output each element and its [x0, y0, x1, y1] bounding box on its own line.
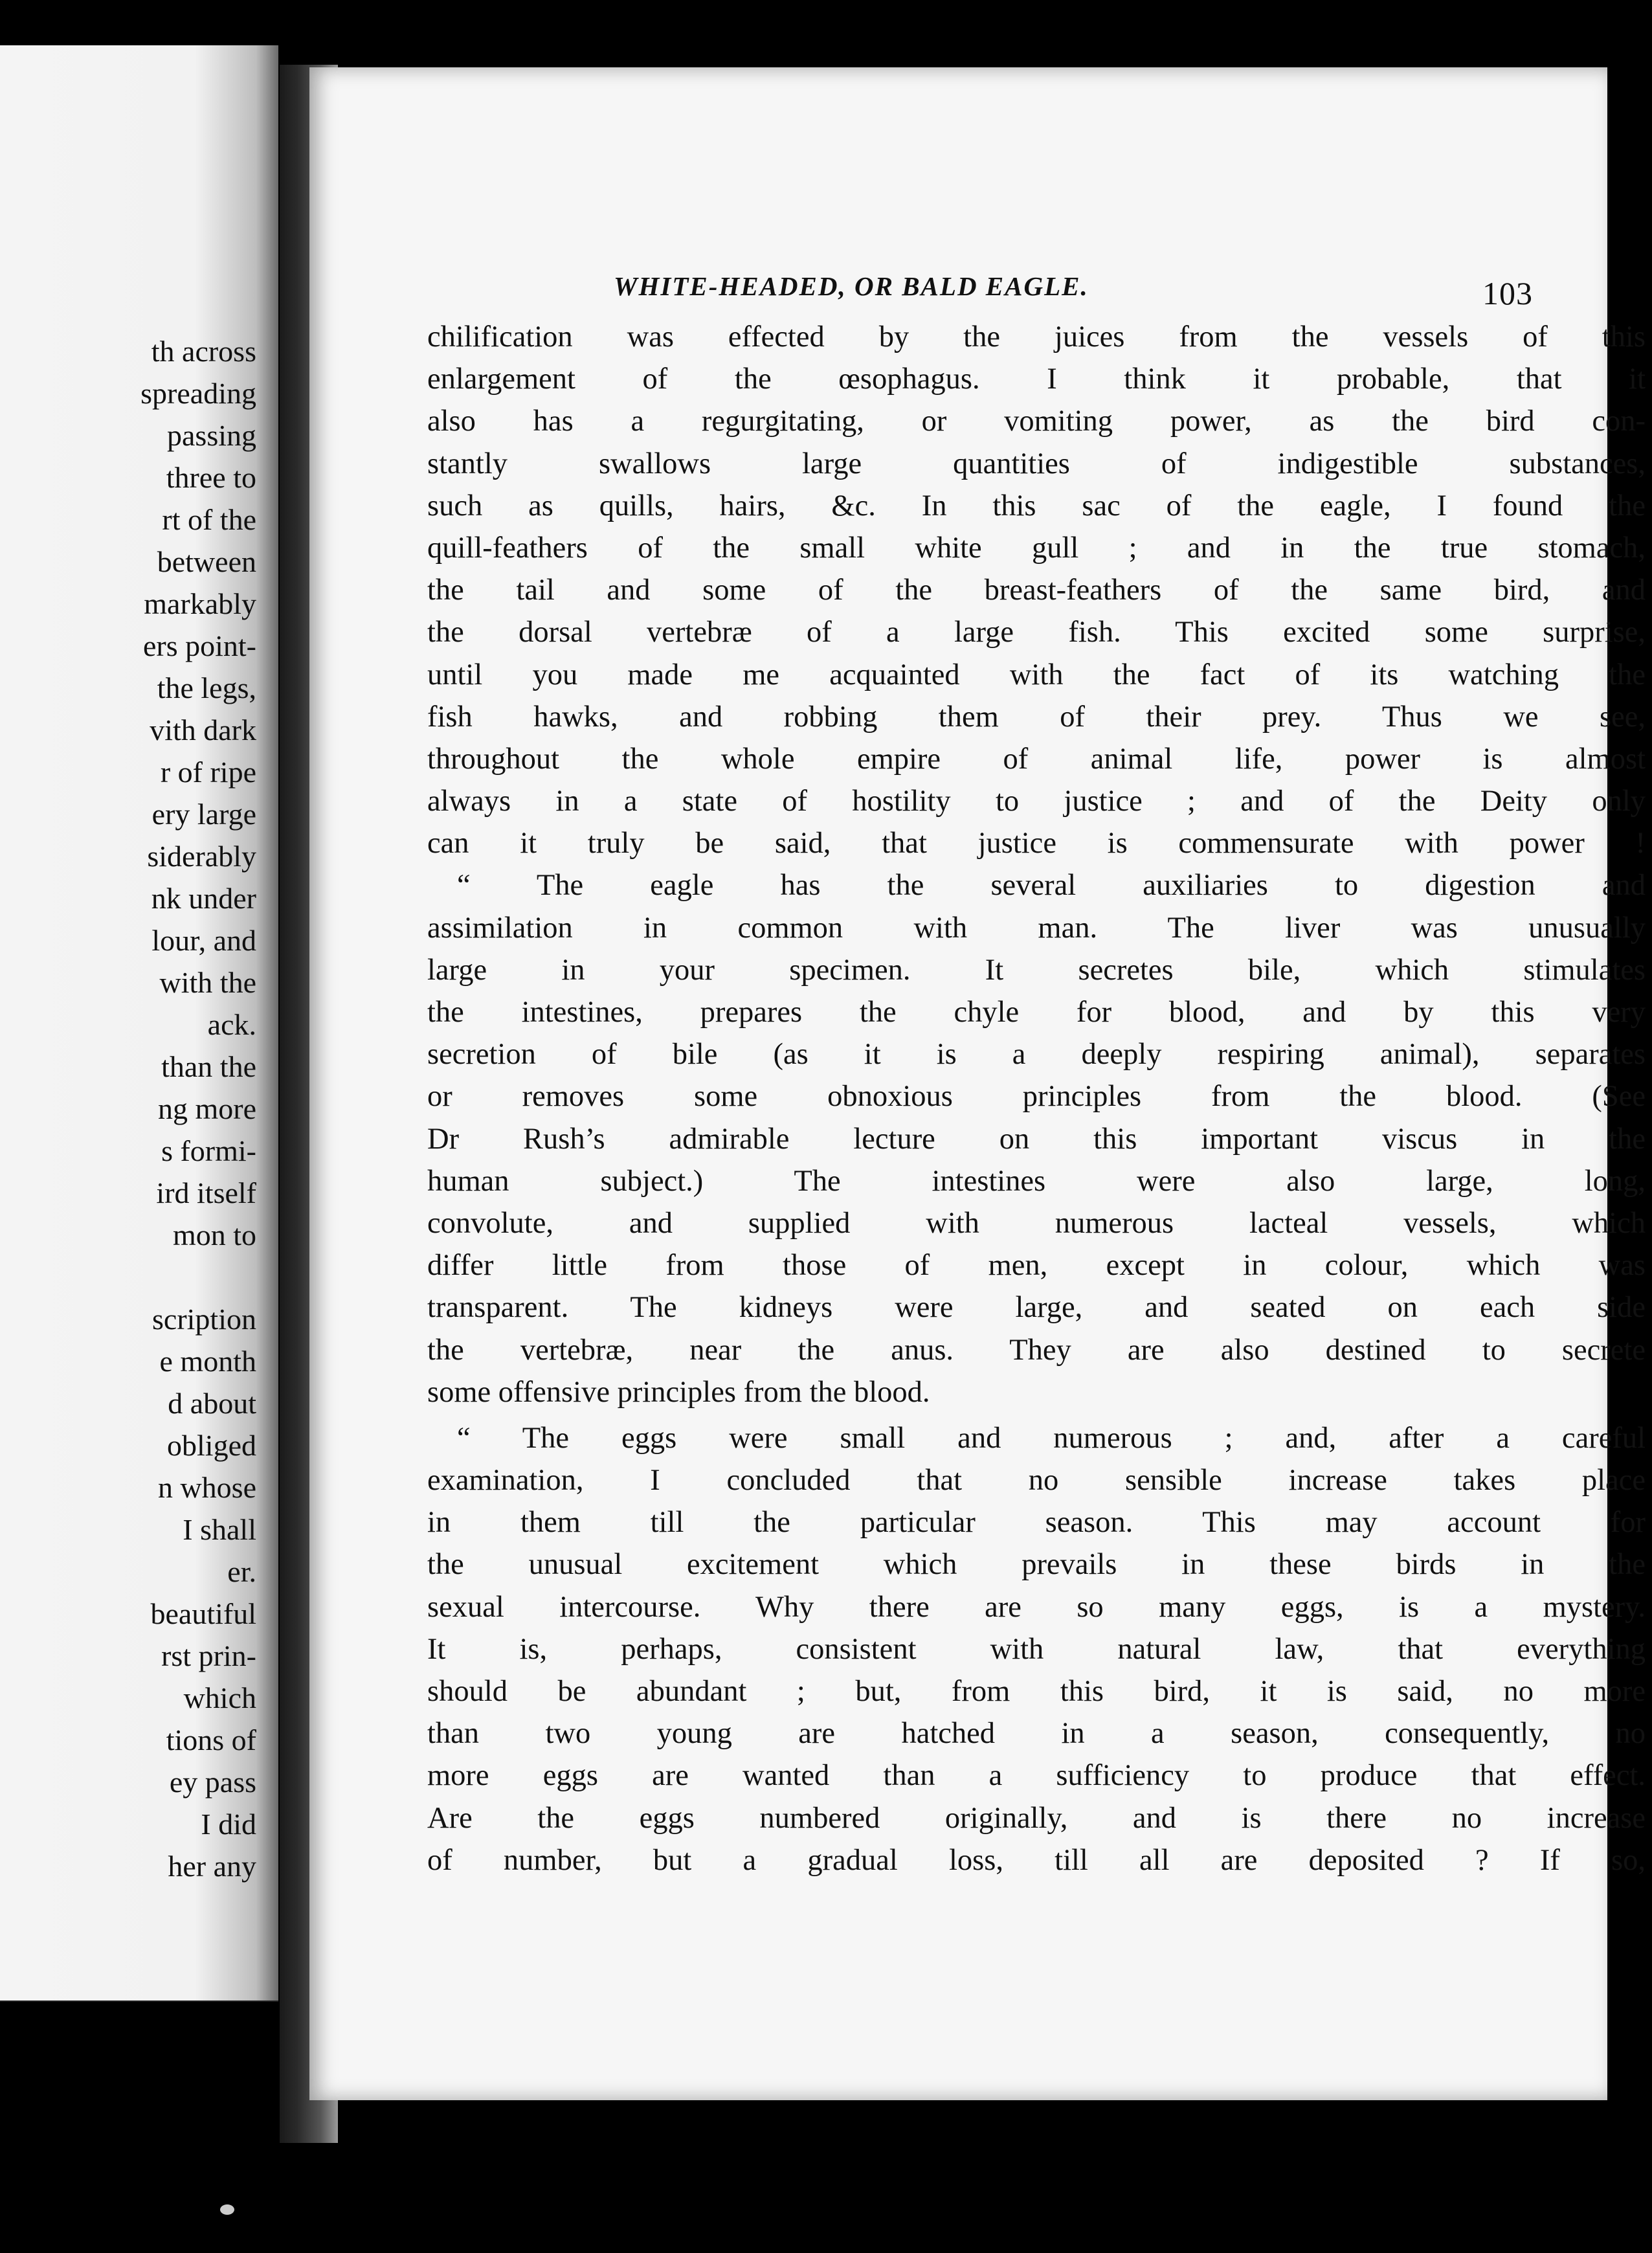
previous-page-line: the legs, [157, 671, 256, 704]
previous-page-line: with the [159, 966, 256, 999]
text-line: Dr Rush’s admirable lecture on this important viscus in the [427, 1122, 1646, 1156]
text-line: quill-feathers of the small white gull ; and in the true stomach, [427, 531, 1646, 565]
text-line: some offensive principles from the blood. [427, 1375, 930, 1409]
text-line: stantly swallows large quantities of indigestible substances, [427, 447, 1646, 480]
previous-page-line: s formi- [161, 1134, 256, 1167]
text-line: the vertebræ, near the anus. They are also destined to secrete [427, 1333, 1646, 1367]
text-line: examination, I concluded that no sensible increase takes place [427, 1464, 1646, 1497]
previous-page-line: ers point- [142, 629, 256, 662]
text-line: the tail and some of the breast-feathers of the same bird, and [427, 574, 1646, 607]
previous-page-line: ey pass [169, 1765, 256, 1799]
previous-page-fragment [0, 45, 278, 2002]
previous-page-line: tions of [166, 1723, 256, 1756]
previous-page-line: three to [166, 461, 256, 494]
previous-page-text [23, 330, 256, 1887]
previous-page-line: d about [168, 1387, 256, 1420]
previous-page-line: ery large [151, 798, 256, 831]
previous-page-line: siderably [147, 840, 256, 873]
previous-page-line: spreading [140, 377, 256, 410]
text-line: the dorsal vertebræ of a large fish. This excited some surprise, [427, 616, 1646, 649]
running-head [614, 265, 1533, 311]
body-text [427, 316, 1646, 1881]
previous-page-line: between [157, 545, 256, 578]
previous-page-line: ird itself [156, 1176, 256, 1209]
previous-page-line: r of ripe [160, 756, 256, 789]
previous-page-line: obliged [167, 1429, 256, 1462]
text-line: “ The eagle has the several auxiliaries to digestion and [457, 869, 1646, 902]
previous-page-line: er. [227, 1555, 256, 1588]
text-line: fish hawks, and robbing them of their prey. Thus we see, [427, 700, 1646, 734]
previous-page-line: I shall [183, 1513, 256, 1546]
text-line: more eggs are wanted than a sufficiency to produce that effect. [427, 1759, 1646, 1793]
text-line: convolute, and supplied with numerous lacteal vessels, which [427, 1206, 1646, 1240]
text-line: the unusual excitement which prevails in these birds in the [427, 1548, 1646, 1582]
text-line: large in your specimen. It secretes bile, which stimulates [427, 953, 1646, 987]
previous-page-line: passing [167, 419, 256, 452]
previous-page-line [23, 1256, 256, 1298]
previous-page-line: which [183, 1681, 256, 1714]
text-line: enlargement of the œsophagus. I think it probable, that it [427, 363, 1646, 396]
previous-page-line: n whose [157, 1471, 256, 1504]
text-line: should be abundant ; but, from this bird, it is said, no more [427, 1675, 1646, 1708]
text-line: “ The eggs were small and numerous ; and, after a careful [457, 1421, 1646, 1455]
previous-page-line: lour, and [151, 924, 256, 957]
text-line: always in a state of hostility to justice ; and of the Deity only [427, 785, 1646, 818]
page-number: 103 [1482, 275, 1533, 311]
previous-page-line: than the [161, 1050, 256, 1083]
previous-page-line: rst prin- [161, 1639, 256, 1672]
text-line: human subject.) The intestines were also large, long, [427, 1164, 1646, 1198]
text-line: throughout the whole empire of animal life, power is almost [427, 742, 1646, 776]
text-line: until you made me acquainted with the fact of its watching the [427, 658, 1646, 691]
text-line: chilification was effected by the juices from the vessels of this [427, 320, 1646, 353]
previous-page-line: beautiful [150, 1597, 256, 1630]
previous-page-line: ng more [157, 1092, 256, 1125]
text-line: secretion of bile (as it is a deeply respiring animal), separates [427, 1038, 1646, 1071]
running-title: WHITE-HEADED, OR BALD EAGLE. [614, 271, 1089, 301]
previous-page-line: vith dark [150, 713, 256, 746]
book-page [309, 67, 1646, 2100]
previous-page-line: rt of the [162, 503, 256, 536]
previous-page-line: I did [201, 1808, 256, 1841]
text-line: can it truly be said, that justice is commensurate with power ! [427, 827, 1646, 860]
previous-page-line: e month [159, 1345, 256, 1378]
text-line: sexual intercourse. Why there are so many eggs, is a mystery. [427, 1590, 1646, 1624]
previous-page-line: markably [144, 587, 256, 620]
text-line: such as quills, hairs, &c. In this sac of the eagle, I found the [427, 489, 1646, 522]
previous-page-line: scription [152, 1303, 256, 1336]
text-line: differ little from those of men, except in colour, which was [427, 1249, 1646, 1283]
previous-page-line: ack. [207, 1008, 256, 1041]
text-line: transparent. The kidneys were large, and seated on each side [427, 1291, 1646, 1325]
text-line: It is, perhaps, consistent with natural law, that everything [427, 1632, 1646, 1666]
text-line: than two young are hatched in a season, consequently, no [427, 1717, 1646, 1751]
text-line: Are the eggs numbered originally, and is there no increase [427, 1801, 1646, 1835]
text-line: the intestines, prepares the chyle for blood, and by this very [427, 996, 1646, 1029]
previous-page-line: nk under [151, 882, 256, 915]
previous-page-line: th across [151, 335, 256, 368]
scan-speck [220, 2204, 234, 2215]
text-line: assimilation in common with man. The liver was unusually [427, 911, 1646, 945]
text-line: or removes some obnoxious principles from the blood. (See [427, 1080, 1646, 1114]
text-line: also has a regurgitating, or vomiting power, as the bird con- [427, 405, 1646, 438]
text-line: of number, but a gradual loss, till all are deposited ? If so, [427, 1843, 1646, 1877]
previous-page-line: her any [168, 1850, 256, 1883]
text-line: in them till the particular season. This may account for [427, 1506, 1646, 1540]
previous-page-line: mon to [172, 1218, 256, 1251]
